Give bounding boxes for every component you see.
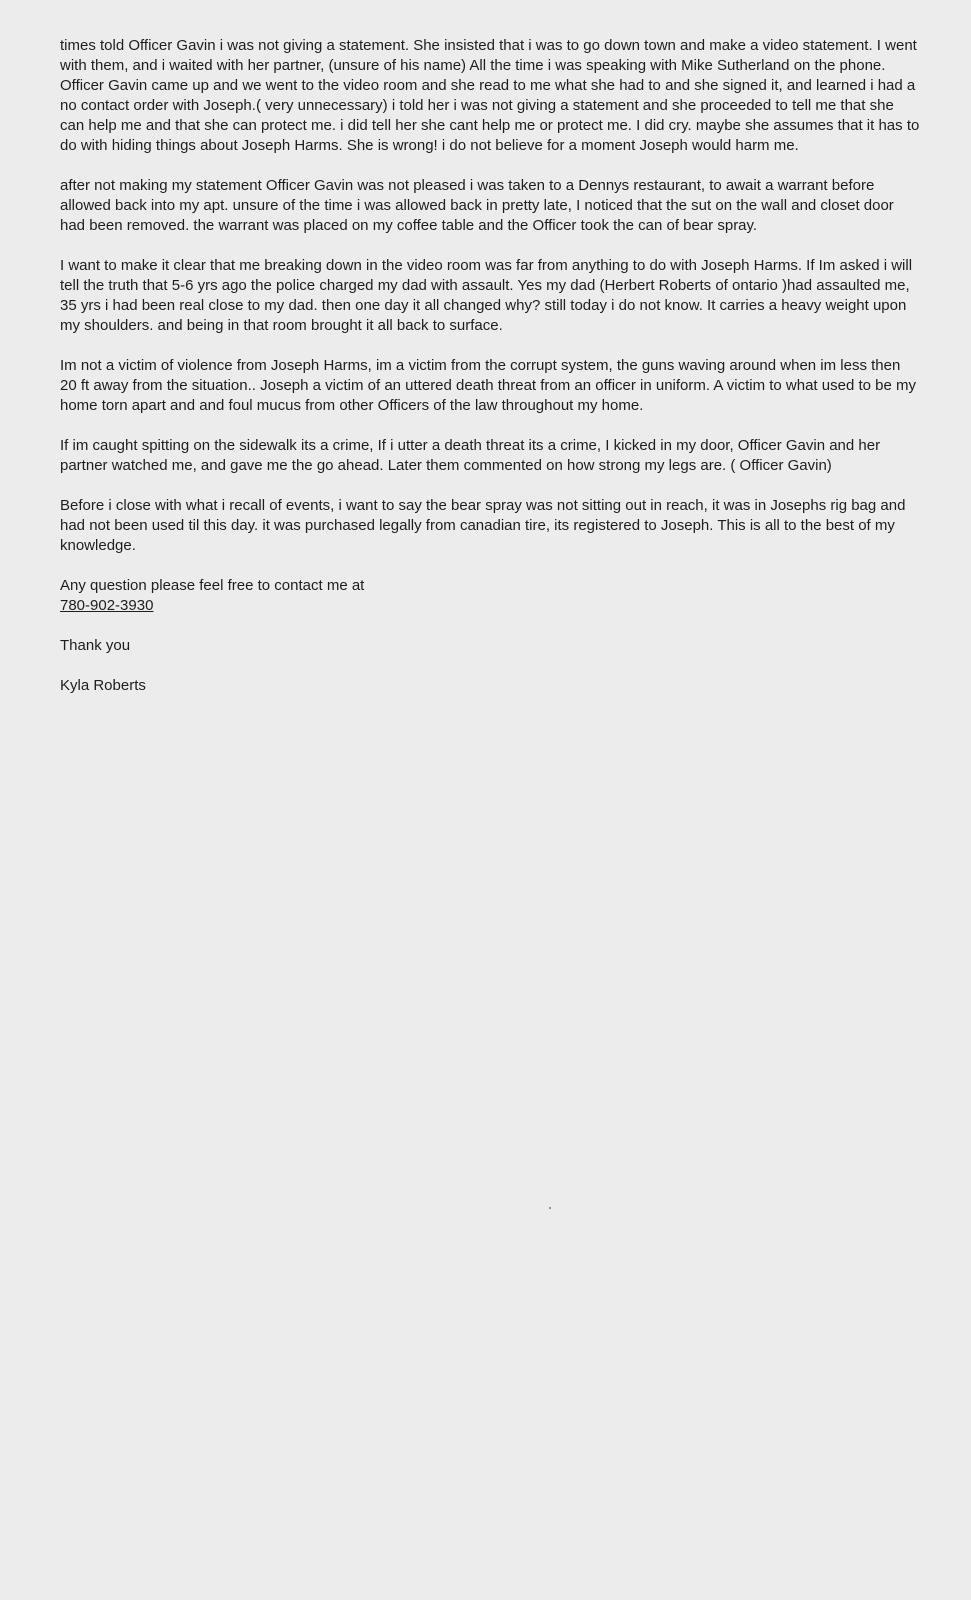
phone-number: 780-902-3930 xyxy=(60,597,154,614)
scan-speck xyxy=(549,1207,551,1209)
paragraph-5: If im caught spitting on the sidewalk its a crime, If i utter a death threat its a crime, I kicked in my door, Officer Gavin and her partner watched me, and gave me the go ahead. Later them commented on how strong my legs are. ( Officer Gavin) xyxy=(60,437,881,474)
thanks-line: Thank you xyxy=(60,637,131,654)
paragraph-6: Before i close with what i recall of events, i want to say the bear spray was not sitting out in reach, it was in Josephs rig bag and had not been used til this day. it was purchased legally from canadian tire, its registered to Joseph. This is all to the best of my knowledge. xyxy=(60,497,906,554)
signature-name: Kyla Roberts xyxy=(60,677,146,694)
letter-body xyxy=(60,36,920,716)
paragraph-3: I want to make it clear that me breaking down in the video room was far from anything to do with Joseph Harms. If Im asked i will tell the truth that 5-6 yrs ago the police charged my dad with assault. Yes my dad (Herbert Roberts of ontario )had assaulted me, 35 yrs i had been real close to my dad. then one day it all changed why? still today i do not know. It carries a heavy weight upon my shoulders. and being in that room brought it all back to surface. xyxy=(60,257,913,334)
contact-line: Any question please feel free to contact me at xyxy=(60,577,365,594)
paragraph-4: Im not a victim of violence from Joseph Harms, im a victim from the corrupt system, the guns waving around when im less then 20 ft away from the situation.. Joseph a victim of an uttered death threat from an officer in uniform. A victim to what used to be my home torn apart and and foul mucus from other Officers of the law throughout my home. xyxy=(60,357,916,414)
paragraph-1: times told Officer Gavin i was not giving a statement. She insisted that i was to go down town and make a video statement. I went with them, and i waited with her partner, (unsure of his name) All the time i was speaking with Mike Sutherland on the phone. Officer Gavin came up and we went to the video room and she read to me what she had to and she signed it, and learned i had a no contact order with Joseph.( very unnecessary) i told her i was not giving a statement and she proceeded to tell me that she can help me and that she can protect me. i did tell her she cant help me or protect me. I did cry. maybe she assumes that it has to do with hiding things about Joseph Harms. She is wrong! i do not believe for a moment Joseph would harm me. xyxy=(60,37,920,154)
paragraph-2: after not making my statement Officer Gavin was not pleased i was taken to a Dennys restaurant, to await a warrant before allowed back into my apt. unsure of the time i was allowed back in pretty late, I noticed that the sut on the wall and closet door had been removed. the warrant was placed on my coffee table and the Officer took the can of bear spray. xyxy=(60,177,894,234)
contact-block xyxy=(60,576,920,616)
